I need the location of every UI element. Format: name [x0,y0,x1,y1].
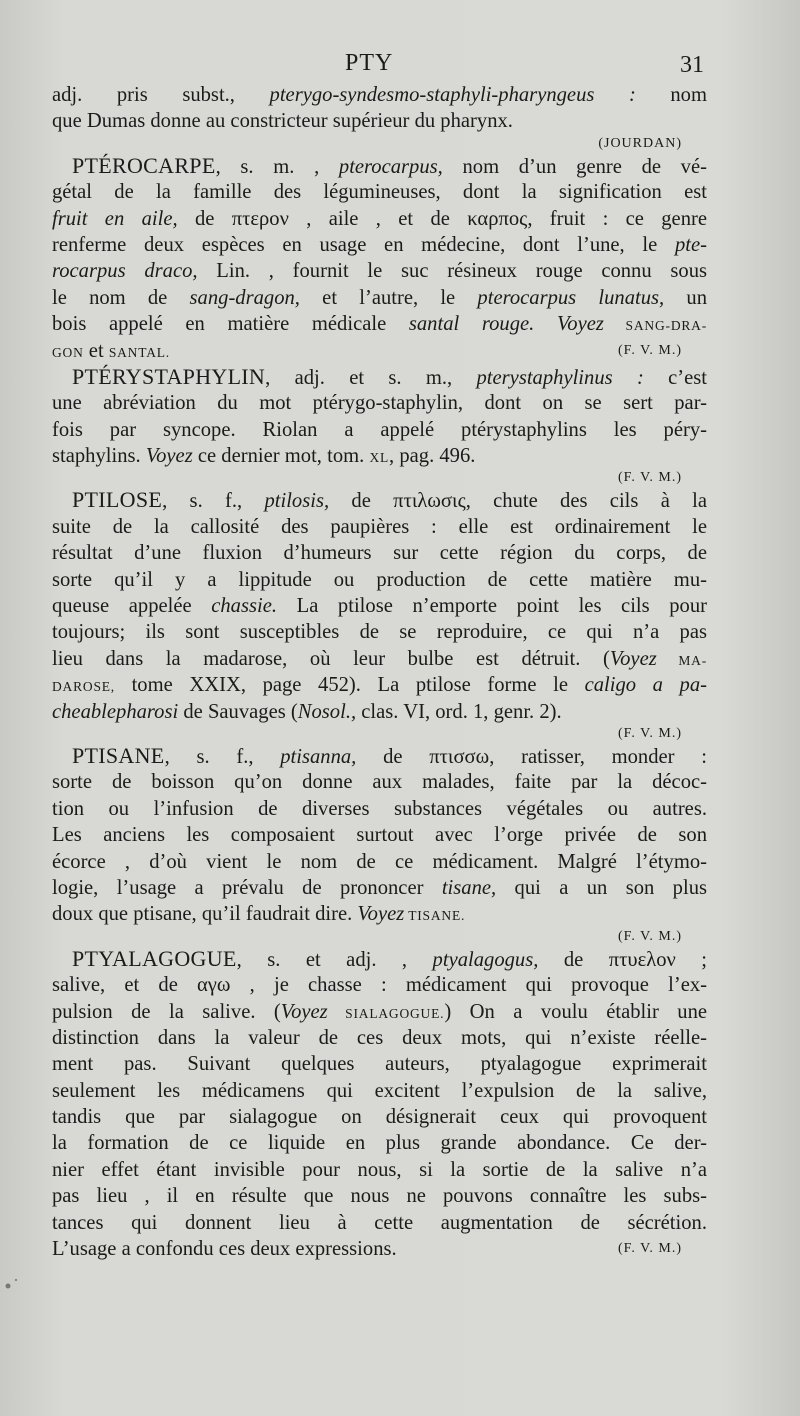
text-line [52,153,707,179]
text-run: fois par syncope. Riolan a appelé ptérystaphylins les péry- [52,418,707,441]
text-line [52,487,707,513]
text-run: , s. et adj. , [236,948,433,971]
text-run: toujours; ils sont susceptibles de se reproduire, ce qui n’a pas [52,621,707,644]
text-line [52,822,707,848]
entry-headword: PTISANE [72,742,165,768]
text-run: ment pas. Suivant quelques auteurs, ptyalagogue exprimerait [52,1053,707,1076]
text-line [52,646,707,672]
text-run: GON [52,344,84,360]
text-line [52,875,707,901]
text-line [52,1236,397,1262]
author-signature: (JOURDAN) [598,135,682,151]
text-run: sang-dragon, [189,286,300,309]
text-line [52,417,707,443]
text-run: Voyez [609,647,657,670]
text-line [52,443,707,469]
author-signature: (F. V. M.) [618,725,682,741]
text-run: logie, l’usage a prévalu de prononcer [52,876,442,899]
text-line [52,179,707,205]
dictionary-entry [52,946,707,1263]
text-run: Voyez [145,445,193,468]
text-line [52,946,707,972]
text-run: lieu dans la madarose, où leur bulbe est détruit. ( [52,647,610,670]
text-line [52,82,707,108]
text-run: nom d’un genre de vé- [442,155,707,178]
text-line [52,972,707,998]
text-run: et [83,339,109,362]
text-run: TISANE. [404,908,466,924]
author-signature: (F. V. M.) [618,470,682,486]
text-run: , adj. et s. m., [265,366,477,389]
text-line [52,849,707,875]
entry-headword: PTYALAGOGUE [72,945,237,971]
text-run: distinction dans la valeur de ces deux mots, qui n’existe réelle- [52,1026,707,1049]
text-line [52,1183,707,1209]
text-run: chassie. [211,595,278,618]
text-run: sorte qu’il y a lippitude ou production de cette matière mu- [52,568,707,591]
text-run: un [664,286,708,309]
text-run: de πτερον , aile , et de καρπος, fruit : ce genre [177,207,707,230]
text-run: SANTAL. [108,344,170,360]
dictionary-entry [52,153,707,364]
text-run: , s. f., [162,490,265,513]
text-run: Nosol., [297,700,357,723]
text-run: SIALAGOGUE. [327,1005,445,1021]
text-run: santal rouge. Voyez [408,313,604,336]
dictionary-text [52,82,707,1262]
page-number: 31 [680,52,704,78]
text-run: cheablepharosi [52,700,179,723]
text-line [52,999,707,1025]
dictionary-entry [52,487,707,743]
text-line [52,108,707,134]
text-run: ptyalagogus, [432,948,539,971]
text-run: pte- [674,233,707,256]
text-line [52,206,707,232]
text-run: écorce , d’où vient le nom de ce médicament. Malgré l’étymo- [52,850,707,873]
text-run: L’usage a confondu ces deux expressions. [52,1238,397,1261]
text-run: le nom de [52,286,190,309]
text-line [52,699,707,725]
text-run: fruit en aile, [52,207,178,230]
text-run: tances qui donnent lieu à cette augmentation de sécrétion. [52,1211,707,1234]
text-run: la formation de ce liquide en plus grande abondance. Ce der- [52,1132,707,1155]
text-run: ptisanna, [280,745,357,768]
text-run: Voyez [280,1000,328,1023]
print-specks [0,1266,40,1306]
text-run: clas. VI, ord. 1, genr. 2). [356,700,562,723]
text-line [52,258,707,284]
text-run: Les anciens les composaient surtout avec l’orge privée de son [52,824,707,847]
text-line [52,901,707,927]
author-signature: (F. V. M.) [618,1241,682,1257]
text-run: de πτισσω, ratisser, monder : [356,745,707,768]
text-line-with-signature [52,338,707,364]
text-line [52,1157,707,1183]
text-run: sorte de boisson qu’on donne aux malades, faite par la décoc- [52,771,707,794]
text-run: rocarpus draco, [52,260,198,283]
text-run: , s. f., [164,745,281,768]
text-run: que Dumas donne au constricteur supérieur du pharynx. [52,110,513,133]
text-line [52,338,170,364]
text-run: renferme deux espèces en usage en médecine, dont l’une, le [52,233,675,256]
text-line [52,311,707,337]
text-run: DAROSE, [52,679,115,695]
text-line [52,1025,707,1051]
text-run: salive, et de αγω , je chasse : médicament qui provoque l’ex- [52,974,707,997]
text-line [52,619,707,645]
text-run: tandis que par sialagogue on désignerait ceux qui provoquent [52,1106,707,1129]
text-run: ptilosis, [264,490,330,513]
text-run: résultat d’une fluxion d’humeurs sur cette région du corps, de [52,542,707,565]
text-line [52,514,707,540]
text-line [52,540,707,566]
text-line [52,364,707,390]
text-run: de Sauvages ( [178,700,298,723]
text-line [52,1051,707,1077]
text-run: SANG-DRA- [603,318,708,334]
text-run: pterystaphylinus : [476,366,644,389]
text-line [52,567,707,593]
text-run: tion ou l’infusion de diverses substances végétales ou autres. [52,797,707,820]
text-run: queuse appelée [52,595,212,618]
text-run: Voyez [357,903,405,926]
text-run: tisane, [441,876,497,899]
text-line [52,1210,707,1236]
text-run: pterocarpus, [338,155,443,178]
text-line [52,1078,707,1104]
text-line [52,743,707,769]
text-line [52,593,707,619]
text-run: MA- [656,652,707,668]
text-line [52,232,707,258]
text-run: c’est [643,366,708,389]
text-run: de πτυελον ; [538,948,708,971]
text-run: pas lieu , il en résulte que nous ne pouvons connaître les subs- [52,1185,707,1208]
text-line [52,285,707,311]
text-run: qui a un son plus [496,876,708,899]
author-signature: (F. V. M.) [618,342,682,358]
text-run: une abréviation du mot ptérygo-staphylin, dont on se sert par- [52,392,707,415]
entry-headword: PTÉRYSTAPHYLIN [72,363,266,389]
dictionary-entry [52,364,707,488]
dictionary-entry [52,82,707,153]
text-line [52,1130,707,1156]
entry-headword: PTÉROCARPE [72,152,216,178]
text-line [52,1104,707,1130]
dictionary-entry [52,743,707,946]
page-header [0,50,800,80]
text-run: bois appelé en matière médicale [52,313,409,336]
text-run: , s. m. , [215,155,339,178]
text-line [52,769,707,795]
text-run: ) On a voulu établir une [444,1000,708,1023]
text-run: nom [635,84,707,106]
entry-headword: PTILOSE [72,487,163,513]
author-signature: (F. V. M.) [618,928,682,944]
text-run: nier effet étant invisible pour nous, si la sortie de la salive n’a [52,1158,707,1181]
text-run: pterocarpus lunatus, [477,286,665,309]
text-line [52,390,707,416]
text-run: doux que ptisane, qu’il faudrait dire. [52,903,358,926]
text-run: , pag. 496. [389,445,476,468]
text-line [52,796,707,822]
text-run: XL [369,450,390,466]
text-run: pterygo-syndesmo-staphyli-pharyngeus : [269,84,636,106]
text-line [52,672,707,698]
text-run: ce dernier mot, tom. [192,445,370,468]
text-run: La ptilose n’emporte point les cils pour [277,595,707,618]
text-run: et l’autre, le [299,286,478,309]
text-line-with-signature [52,1236,707,1262]
text-run: seulement les médicamens qui excitent l’expulsion de la salive, [52,1079,707,1102]
text-run: caligo a pa- [584,674,707,697]
text-run: gétal de la famille des légumineuses, dont la signification est [52,181,707,204]
text-run: adj. pris subst., [52,84,270,106]
text-run: pulsion de la salive. ( [52,1000,281,1023]
text-run: tome XXIX, page 452). La ptilose forme le [114,674,585,697]
text-run: staphylins. [52,445,146,468]
text-run: de πτιλωσις, chute des cils à la [329,490,707,513]
text-run: suite de la callosité des paupières : elle est ordinairement le [52,515,707,538]
text-run: Lin. , fournit le suc résineux rouge connu sous [197,260,708,283]
running-head: PTY [345,50,394,76]
